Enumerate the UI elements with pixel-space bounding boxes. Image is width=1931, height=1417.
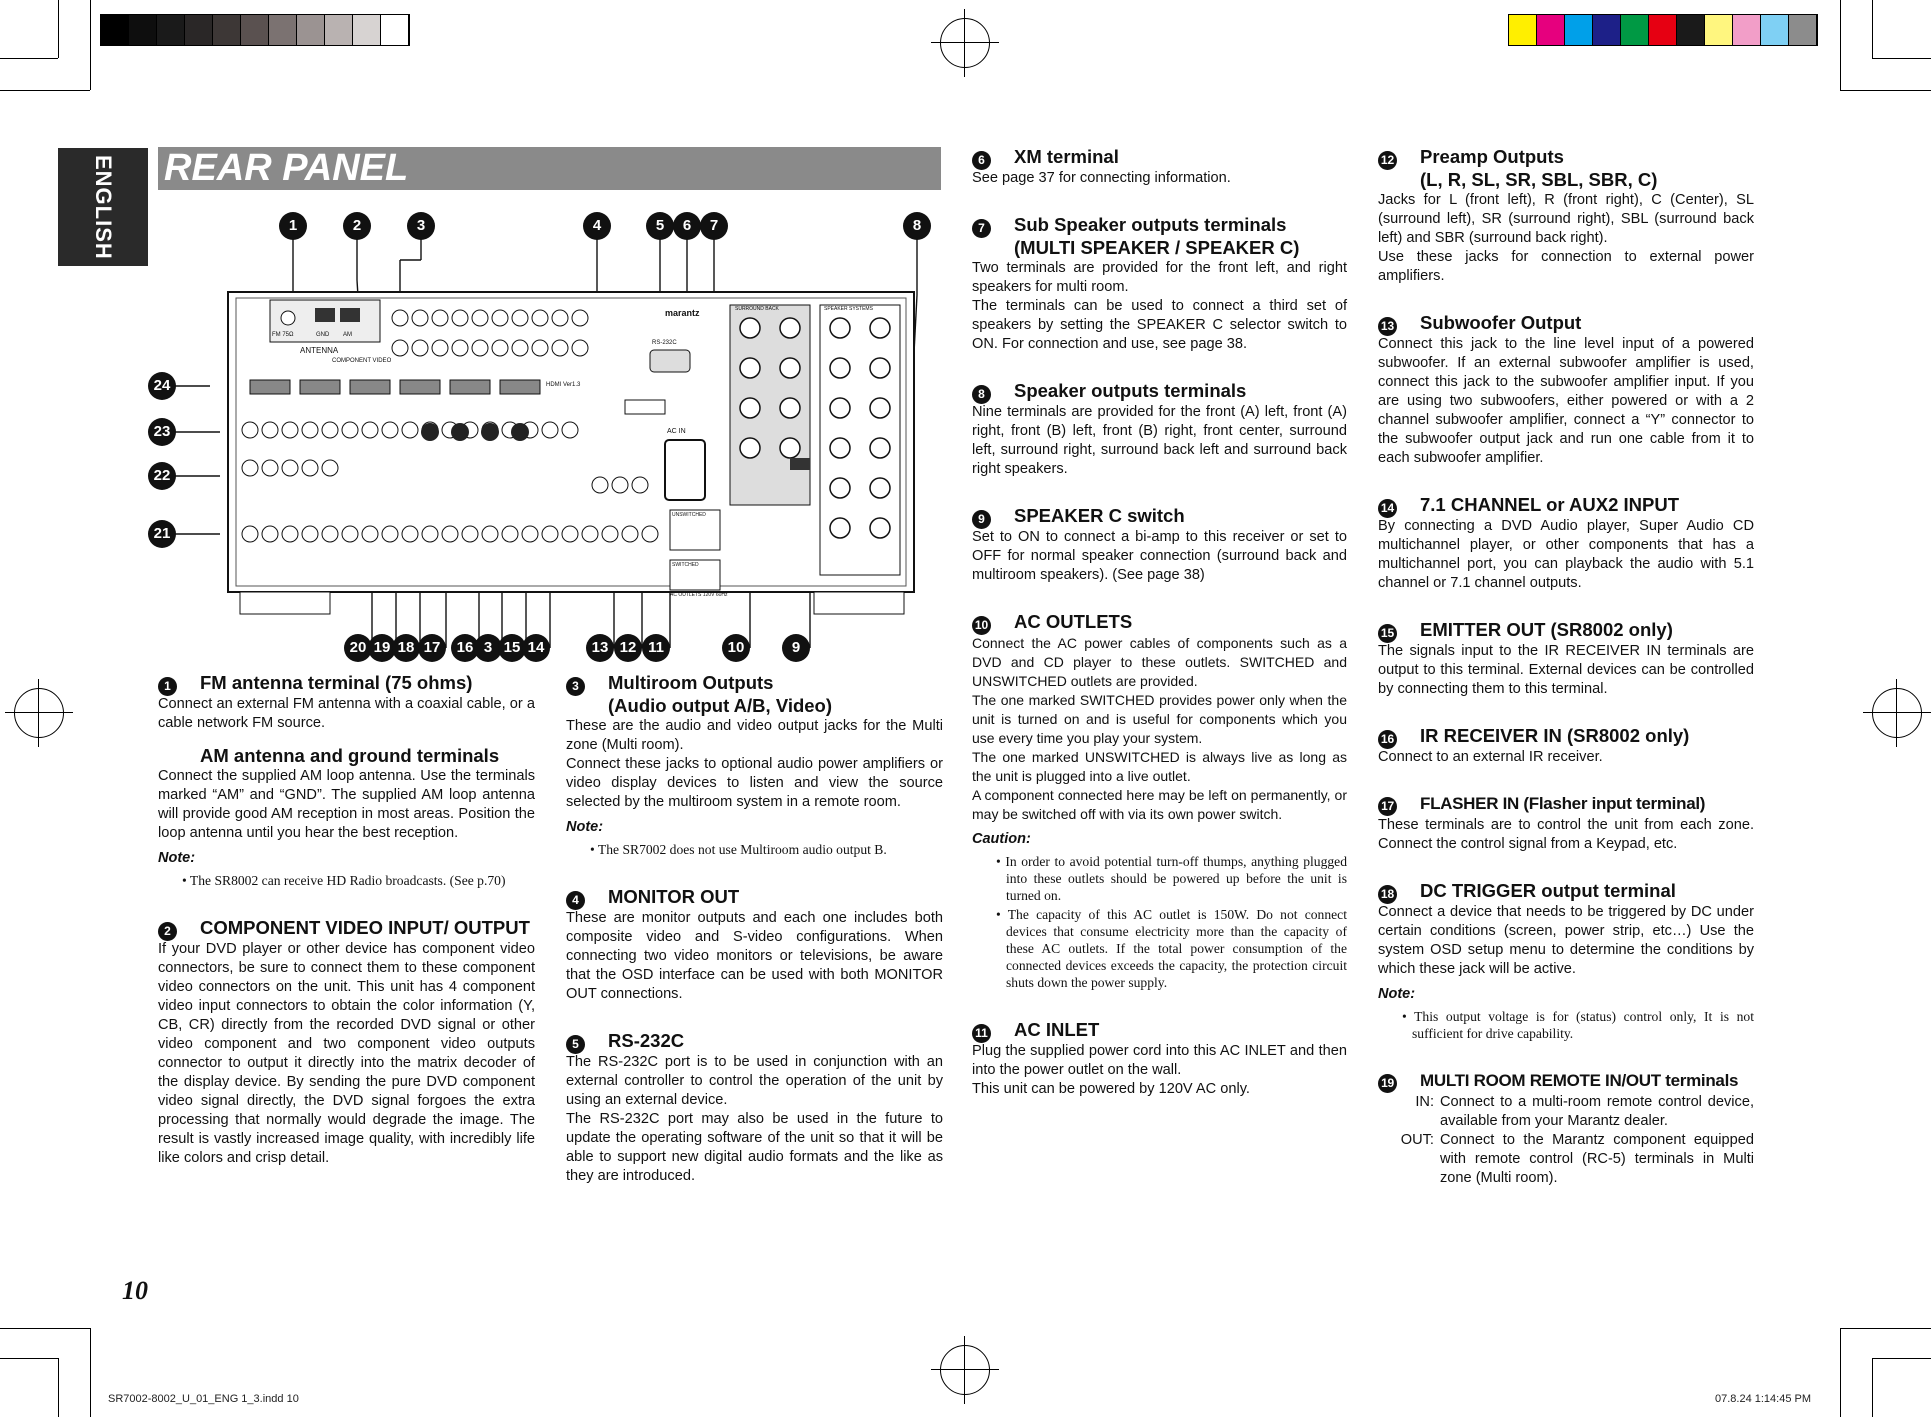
section-number-badge: 9 [972, 506, 1002, 526]
callout-number: 3 [474, 634, 502, 662]
section-number-badge: 6 [972, 147, 1002, 167]
section-heading: 13 Subwoofer Output [1378, 312, 1754, 334]
section-text: These are the audio and video output jacks for the Multi zone (Multi room). [566, 718, 943, 753]
diagram-label-antenna: ANTENNA [300, 346, 339, 355]
note-label: Note: [158, 850, 196, 866]
section-14 [1378, 494, 1754, 593]
callout-number: 22 [148, 462, 176, 490]
section-text: By connecting a DVD Audio player, Super Audio CD multichannel player, or other components that has a multichannel port, you can playback the audio with 5.1 channel or 7.1 channel outputs. [1378, 518, 1754, 591]
section-heading: 16 IR RECEIVER IN (SR8002 only) [1378, 725, 1754, 747]
section-text: These are monitor outputs and each one includes both composite video and S-video configurations. When connecting two video monitors or televisions, be aware that the OSD interface can be used with both MONITOR OUT connections. [566, 910, 943, 1002]
color-swatch [1705, 15, 1733, 45]
section-text: Set to ON to connect a bi-amp to this receiver or set to OFF for normal speaker connection (surround back and multiroom speakers). (See page 38) [972, 529, 1347, 583]
section-text: Use these jacks for connection to external power amplifiers. [1378, 249, 1754, 284]
section-13 [1378, 312, 1754, 468]
section-number-badge: 4 [566, 887, 596, 907]
caution-bullet: • The capacity of this AC outlet is 150W. Do not connect devices that consume electricity more than the capacity of these AC outlets. If the total power consumption of the connected devices exceeds the capacity, the protection circuit shuts down the power supply. [996, 907, 1347, 990]
section-number-badge: 7 [972, 215, 1002, 235]
section-number-badge: 11 [972, 1020, 1002, 1040]
crop-mark [58, 1358, 59, 1417]
section-heading: 9 SPEAKER C switch [972, 505, 1347, 527]
definition-row-out: OUT: Connect to the Marantz component equipped with remote control (RC-5) terminals in Multi zone (Multi room). [1400, 1132, 1754, 1186]
section-text: The RS-232C port may also be used in the future to update the operating software of the unit so that it will be able to support new digital audio formats and the like as they are introduced. [566, 1111, 943, 1184]
section-7 [972, 214, 1347, 354]
section-number-badge: 10 [972, 612, 1002, 632]
section-number-badge: 16 [1378, 726, 1408, 746]
section-heading: 15 EMITTER OUT (SR8002 only) [1378, 619, 1754, 641]
color-swatch [185, 15, 213, 45]
diagram-label-am: AM [343, 332, 352, 338]
section-heading: 14 7.1 CHANNEL or AUX2 INPUT [1378, 494, 1754, 516]
callout-number: 5 [646, 212, 674, 240]
diagram-label-fm: FM 75Ω [272, 332, 294, 338]
callout-number: 8 [903, 212, 931, 240]
diagram-label-gnd: GND [316, 332, 330, 338]
section-heading: 8 Speaker outputs terminals [972, 380, 1347, 402]
footer-timestamp: 07.8.24 1:14:45 PM [1715, 1393, 1812, 1405]
callout-number: 12 [614, 634, 642, 662]
diagram-label-speaker-systems: SPEAKER SYSTEMS [824, 306, 873, 312]
crop-mark [90, 0, 91, 90]
note-label: Note: [566, 819, 604, 835]
crop-mark [0, 90, 90, 91]
section-number-badge: 14 [1378, 495, 1408, 515]
callout-number: 4 [583, 212, 611, 240]
color-swatch [241, 15, 269, 45]
section-heading: 12 Preamp Outputs [1378, 146, 1754, 168]
section-number-badge: 19 [1378, 1071, 1408, 1091]
section-8 [972, 380, 1347, 479]
section-text: Connect an external FM antenna with a coaxial cable, or a cable network FM source. [158, 696, 535, 731]
section-heading: 5 RS-232C [566, 1030, 943, 1052]
section-text: This unit can be powered by 120V AC only. [972, 1081, 1250, 1097]
section-10 [972, 611, 1347, 991]
section-text: If your DVD player or other device has component video connectors, be sure to connect them to these component video connectors on the unit. This unit has 4 component video input connectors to obtain the color information (Y, CB, CR) directly from the recorded DVD signal or other video component and two component video outputs connector to output it directly into the matrix decoder of the display device. By sending the pure DVD component video signal directly, the DVD signal forgoes the extra processing that normally would degrade the image. The result is vastly increased image quality, with incredibly life like colors and crisp detail. [158, 941, 535, 1166]
callout-number: 3 [407, 212, 435, 240]
color-swatch [1649, 15, 1677, 45]
section-text: The terminals can be used to connect a third set of speakers by setting the SPEAKER C selector switch to ON. For connection and use, see page 38. [972, 298, 1347, 352]
crop-mark [0, 1328, 90, 1329]
section-text: Two terminals are provided for the front left, and right speakers for multi room. [972, 260, 1347, 295]
section-text: Jacks for L (front left), R (front right), C (Center), SL (surround left), SR (surround right), SBL (surround back left) and SBR (surround back right). [1378, 192, 1754, 246]
callout-number: 1 [279, 212, 307, 240]
crop-mark [1872, 1358, 1931, 1359]
note-bullet: • This output voltage is for (status) control only, It is not sufficient for drive capability. [1402, 1009, 1754, 1041]
section-text: Plug the supplied power cord into this AC INLET and then into the power outlet on the wall. [972, 1043, 1347, 1078]
section-number-badge: 2 [158, 918, 188, 938]
color-swatch [325, 15, 353, 45]
color-swatch [1761, 15, 1789, 45]
diagram-label-switched: SWITCHED [672, 562, 699, 568]
callout-number: 16 [451, 634, 479, 662]
crop-mark [90, 1328, 91, 1417]
crop-mark [1840, 0, 1841, 90]
section-17 [1378, 793, 1754, 854]
callout-number: 9 [782, 634, 810, 662]
section-text: Connect these jacks to optional audio power amplifiers or video display devices to listen and view the source selected by the multiroom system in a remote room. [566, 756, 943, 810]
section-text: The signals input to the IR RECEIVER IN terminals are output to this terminal. External devices can be controlled by connecting them to this terminal. [1378, 643, 1754, 697]
color-swatch [1593, 15, 1621, 45]
color-swatch [101, 15, 129, 45]
section-text: Connect a device that needs to be triggered by DC under certain conditions (screen, power strip, etc…) Use the system OSD setup menu to determine the conditions by which these jack will be active. [1378, 904, 1754, 977]
section-6 [972, 146, 1347, 188]
section-heading-line-2: (L, R, SL, SR, SBL, SBR, C) [1420, 169, 1658, 190]
section-number-badge: 12 [1378, 147, 1408, 167]
section-heading: 10 AC OUTLETS [972, 611, 1347, 633]
section-heading: 17 FLASHER IN (Flasher input terminal) [1378, 793, 1754, 815]
crop-mark [1840, 1328, 1841, 1417]
color-swatch [1509, 15, 1537, 45]
page-number: 10 [122, 1276, 148, 1305]
crop-mark [1872, 1358, 1873, 1417]
section-number-badge: 13 [1378, 313, 1408, 333]
rear-panel-diagram [150, 200, 950, 660]
section-heading-line-2: (Audio output A/B, Video) [608, 695, 833, 716]
section-heading: 6 XM terminal [972, 146, 1347, 168]
page-title: REAR PANEL [158, 147, 941, 190]
color-swatch [129, 15, 157, 45]
color-swatch [1677, 15, 1705, 45]
color-swatch [1621, 15, 1649, 45]
section-heading: 18 DC TRIGGER output terminal [1378, 880, 1754, 902]
diagram-label-ac-in: AC IN [667, 428, 686, 435]
registration-mark [1872, 688, 1922, 738]
language-tab: ENGLISH [58, 148, 148, 266]
callout-number: 2 [343, 212, 371, 240]
section-heading: 19 MULTI ROOM REMOTE IN/OUT terminals [1378, 1070, 1754, 1092]
section-text: The RS-232C port is to be used in conjunction with an external controller to control the operation of the unit by using an external device. [566, 1054, 943, 1108]
section-heading: 3 Multiroom Outputs [566, 672, 943, 694]
section-heading: 4 MONITOR OUT [566, 886, 943, 908]
section-text: Connect to an external IR receiver. [1378, 749, 1603, 765]
callout-number: 14 [522, 634, 550, 662]
diagram-label-component: COMPONENT VIDEO [332, 358, 392, 364]
process-color-bar [1508, 14, 1818, 46]
section-18 [1378, 880, 1754, 1042]
callout-number: 15 [498, 634, 526, 662]
crop-mark [0, 58, 58, 59]
section-heading-line-2: (MULTI SPEAKER / SPEAKER C) [1014, 237, 1300, 258]
callout-number: 23 [148, 418, 176, 446]
diagram-brand-logo: marantz [665, 308, 700, 318]
section-number-badge: 15 [1378, 620, 1408, 640]
section-15 [1378, 619, 1754, 699]
callout-number: 20 [344, 634, 372, 662]
callout-number: 18 [392, 634, 420, 662]
diagram-label-ac-outlets: AC OUTLETS 120V 60Hz [670, 592, 728, 598]
grayscale-color-bar [100, 14, 410, 46]
section-text: The one marked UNSWITCHED is always live as long as the unit is plugged into a live outlet. [972, 749, 1347, 784]
callout-number: 13 [586, 634, 614, 662]
section-2 [158, 917, 535, 1168]
section-16 [1378, 725, 1754, 767]
section-text: These terminals are to control the unit from each zone. Connect the control signal from a Keypad, etc. [1378, 817, 1754, 852]
column-4 [1378, 146, 1754, 1188]
section-text: Connect this jack to the line level input of a powered subwoofer. If an external subwoofer amplifier is used, connect this jack to the subwoofer amplifier input. If you are using two subwoofers, either powered or with a 2 channel subwoofer amplifier, connect a “Y” connector to the subwoofer output jack and run one cable from it to each subwoofer amplifier. [1378, 336, 1754, 466]
diagram-label-hdmi: HDMI Ver1.3 [546, 382, 581, 388]
note-bullet: • The SR8002 can receive HD Radio broadcasts. (See p.70) [182, 873, 506, 888]
registration-mark [940, 18, 990, 68]
section-1 [158, 672, 535, 889]
section-number-badge: 3 [566, 673, 596, 693]
section-3 [566, 672, 943, 858]
color-swatch [269, 15, 297, 45]
section-number-badge: 8 [972, 381, 1002, 401]
crop-mark [0, 1358, 58, 1359]
callout-number: 10 [722, 634, 750, 662]
section-heading: 1 FM antenna terminal (75 ohms) [158, 672, 535, 694]
callout-number: 11 [642, 634, 670, 662]
diagram-label-rs232: RS-232C [652, 340, 677, 346]
section-12 [1378, 146, 1754, 286]
crop-mark [1872, 0, 1873, 58]
section-number-badge: 17 [1378, 794, 1408, 814]
color-swatch [1565, 15, 1593, 45]
callout-number: 17 [418, 634, 446, 662]
callout-number: 6 [673, 212, 701, 240]
caution-label: Caution: [972, 831, 1031, 847]
crop-mark [1840, 1328, 1931, 1329]
color-swatch [1733, 15, 1761, 45]
section-text: Connect the AC power cables of components such as a DVD and CD player to these outlets. SWITCHED and UNSWITCHED outlets are provided. [972, 635, 1347, 689]
color-swatch [297, 15, 325, 45]
diagram-label-unswitched: UNSWITCHED [672, 512, 706, 518]
section-number-badge: 18 [1378, 881, 1408, 901]
section-number-badge: 5 [566, 1031, 596, 1051]
crop-mark [1872, 58, 1931, 59]
subsection-heading: AM antenna and ground terminals [200, 745, 500, 766]
section-11 [972, 1019, 1347, 1099]
color-swatch [353, 15, 381, 45]
section-text: See page 37 for connecting information. [972, 170, 1231, 186]
section-19 [1378, 1070, 1754, 1188]
section-text: A component connected here may be left on permanently, or may be switched off with via its own power switch. [972, 787, 1347, 822]
section-5 [566, 1030, 943, 1186]
column-1 [158, 672, 535, 1168]
color-swatch [1537, 15, 1565, 45]
note-label: Note: [1378, 986, 1416, 1002]
column-2 [566, 672, 943, 1186]
section-text: Nine terminals are provided for the front (A) left, front (A) right, front (B) left, front (B) right, front center, surround left, surround right, surround back left and surround back right speakers. [972, 404, 1347, 477]
color-swatch [381, 15, 409, 45]
section-heading: 2 COMPONENT VIDEO INPUT/ OUTPUT [158, 917, 535, 939]
color-swatch [157, 15, 185, 45]
column-3 [972, 146, 1347, 1099]
registration-mark [14, 688, 64, 738]
crop-mark [58, 0, 59, 58]
callout-number: 7 [700, 212, 728, 240]
callout-number: 19 [368, 634, 396, 662]
section-text: The one marked SWITCHED provides power only when the unit is turned on and is useful for components which you use every time you play your system. [972, 692, 1347, 746]
section-text: Connect the supplied AM loop antenna. Use the terminals marked “AM” and “GND”. The supplied AM loop antenna will provide good AM reception in most areas. Position the loop antenna until you hear the best reception. [158, 768, 535, 841]
section-heading: 11 AC INLET [972, 1019, 1347, 1041]
section-4 [566, 886, 943, 1004]
section-9 [972, 505, 1347, 585]
crop-mark [1840, 90, 1931, 91]
section-heading: 7 Sub Speaker outputs terminals [972, 214, 1347, 236]
registration-mark [940, 1345, 990, 1395]
definition-row-in: IN: Connect to a multi-room remote control device, available from your Marantz dealer. [1415, 1094, 1754, 1129]
caution-bullet: • In order to avoid potential turn-off thumps, anything plugged into these outlets should be powered up before the unit is turned on. [996, 854, 1347, 903]
note-bullet: • The SR7002 does not use Multiroom audio output B. [590, 842, 887, 857]
callout-number: 24 [148, 372, 176, 400]
diagram-label-surround-back: SURROUND BACK [735, 306, 779, 312]
callout-number: 21 [148, 520, 176, 548]
color-swatch [213, 15, 241, 45]
footer-file-info: SR7002-8002_U_01_ENG 1_3.indd 10 [108, 1393, 299, 1405]
color-swatch [1789, 15, 1817, 45]
rear-panel-illustration [150, 200, 950, 660]
section-number-badge: 1 [158, 673, 188, 693]
